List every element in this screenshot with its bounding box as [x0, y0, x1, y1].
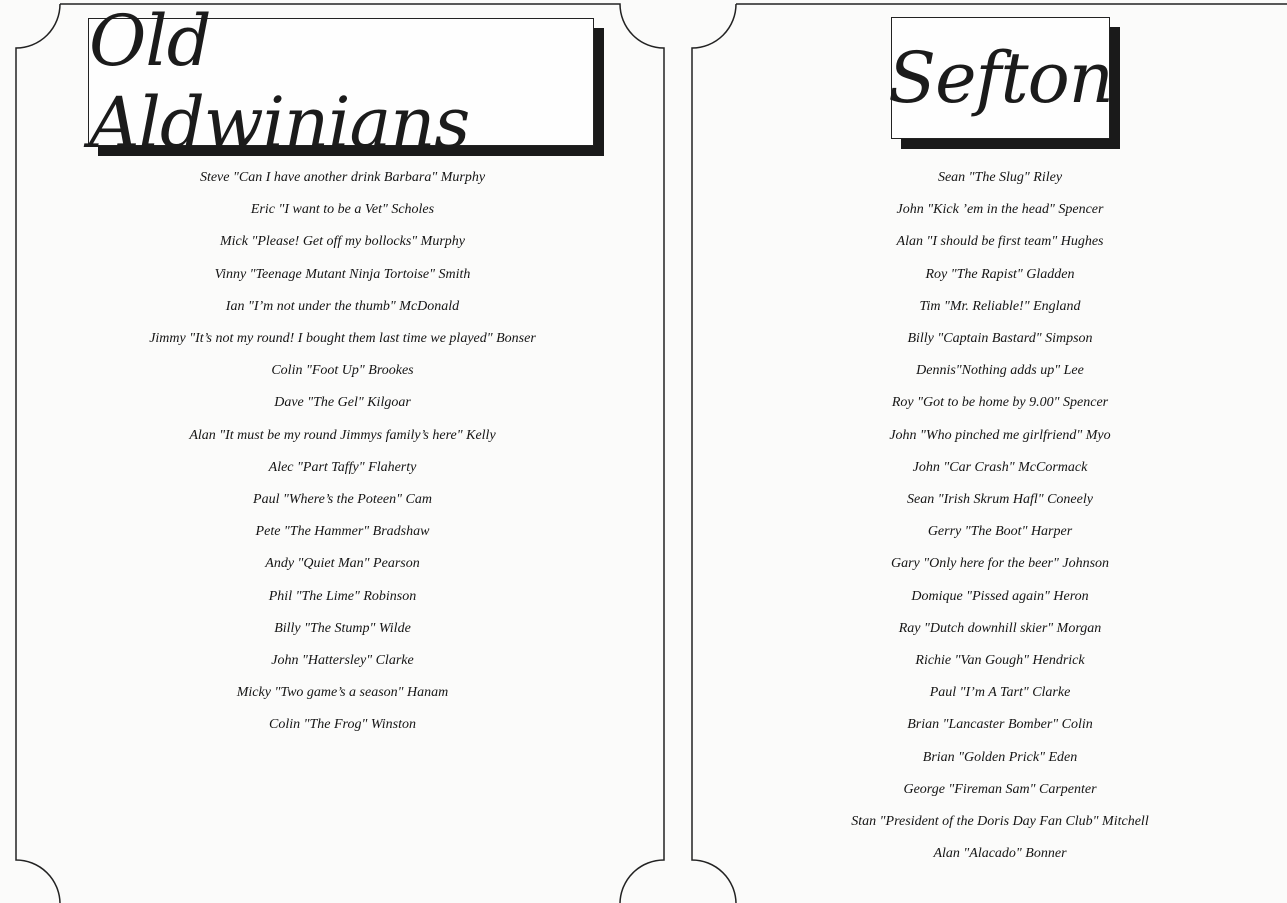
player-name: Brian "Lancaster Bomber" Colin	[907, 717, 1093, 733]
player-name: Andy "Quiet Man" Pearson	[265, 556, 420, 572]
player-name: Alec "Part Taffy" Flaherty	[268, 459, 417, 475]
player-name: Roy "The Rapist" Gladden	[925, 266, 1075, 282]
player-name: Jimmy "It’s not my round! I bought them last time we played" Bonser	[149, 331, 536, 347]
player-name: Brian "Golden Prick" Eden	[922, 749, 1078, 765]
player-name: Dennis"Nothing adds up" Lee	[916, 363, 1084, 379]
player-name: Mick "Please! Get off my bollocks" Murphy	[219, 234, 465, 250]
player-name: Steve "Can I have another drink Barbara" Murphy	[199, 170, 486, 185]
player-name: Roy "Got to be home by 9.00" Spencer	[891, 395, 1109, 411]
player-name: Ray "Dutch downhill skier" Morgan	[898, 620, 1102, 636]
player-name: Tim "Mr. Reliable!" England	[919, 298, 1081, 314]
player-name: John "Kick ’em in the head" Spencer	[896, 202, 1104, 218]
player-name: Pete "The Hammer" Bradshaw	[255, 524, 430, 540]
player-name: Ian "I’m not under the thumb" McDonald	[225, 298, 460, 314]
player-name: Alan "Alacado" Bonner	[933, 846, 1067, 862]
player-name: Dave "The Gel" Kilgoar	[274, 395, 411, 411]
player-name: Sean "Irish Skrum Hafl" Coneely	[907, 492, 1093, 508]
player-name: Domique "Pissed again" Heron	[911, 588, 1089, 604]
player-name: Phil "The Lime" Robinson	[268, 588, 417, 604]
player-name: Gary "Only here for the beer" Johnson	[890, 556, 1110, 572]
player-name: Billy "Captain Bastard" Simpson	[907, 331, 1093, 347]
player-name: Sean "The Slug" Riley	[937, 170, 1063, 185]
player-name: Billy "The Stump" Wilde	[274, 620, 411, 636]
player-name: Stan "President of the Doris Day Fan Club" Mitchell	[851, 814, 1149, 830]
sefton-panel	[690, 0, 1287, 903]
player-list	[690, 162, 1287, 870]
player-name: Richie "Van Gough" Hendrick	[915, 653, 1085, 669]
player-name: Vinny "Teenage Mutant Ninja Tortoise" Smith	[214, 266, 471, 282]
team-title-box	[888, 17, 1113, 139]
player-name: John "Who pinched me girlfriend" Myo	[889, 427, 1111, 443]
team-title: Sefton	[888, 37, 1113, 119]
player-name: Colin "The Frog" Winston	[269, 717, 416, 733]
player-name: Paul "I’m A Tart" Clarke	[929, 685, 1071, 701]
player-name: Gerry "The Boot" Harper	[927, 524, 1073, 540]
team-title: Old Aldwinians	[89, 0, 470, 164]
player-name: Paul "Where’s the Poteen" Cam	[253, 492, 432, 508]
player-name: Micky "Two game’s a season" Hanam	[236, 685, 449, 701]
player-name: George "Fireman Sam" Carpenter	[903, 781, 1097, 797]
player-name: Eric "I want to be a Vet" Scholes	[250, 202, 435, 218]
player-list	[0, 162, 685, 742]
player-name: John "Car Crash" McCormack	[912, 459, 1088, 475]
player-name: John "Hattersley" Clarke	[271, 653, 414, 669]
player-name: Alan "I should be first team" Hughes	[896, 234, 1104, 250]
team-title-box	[88, 0, 594, 164]
player-name: Alan "It must be my round Jimmys family’s here" Kelly	[189, 427, 496, 443]
player-name: Colin "Foot Up" Brookes	[271, 363, 414, 379]
